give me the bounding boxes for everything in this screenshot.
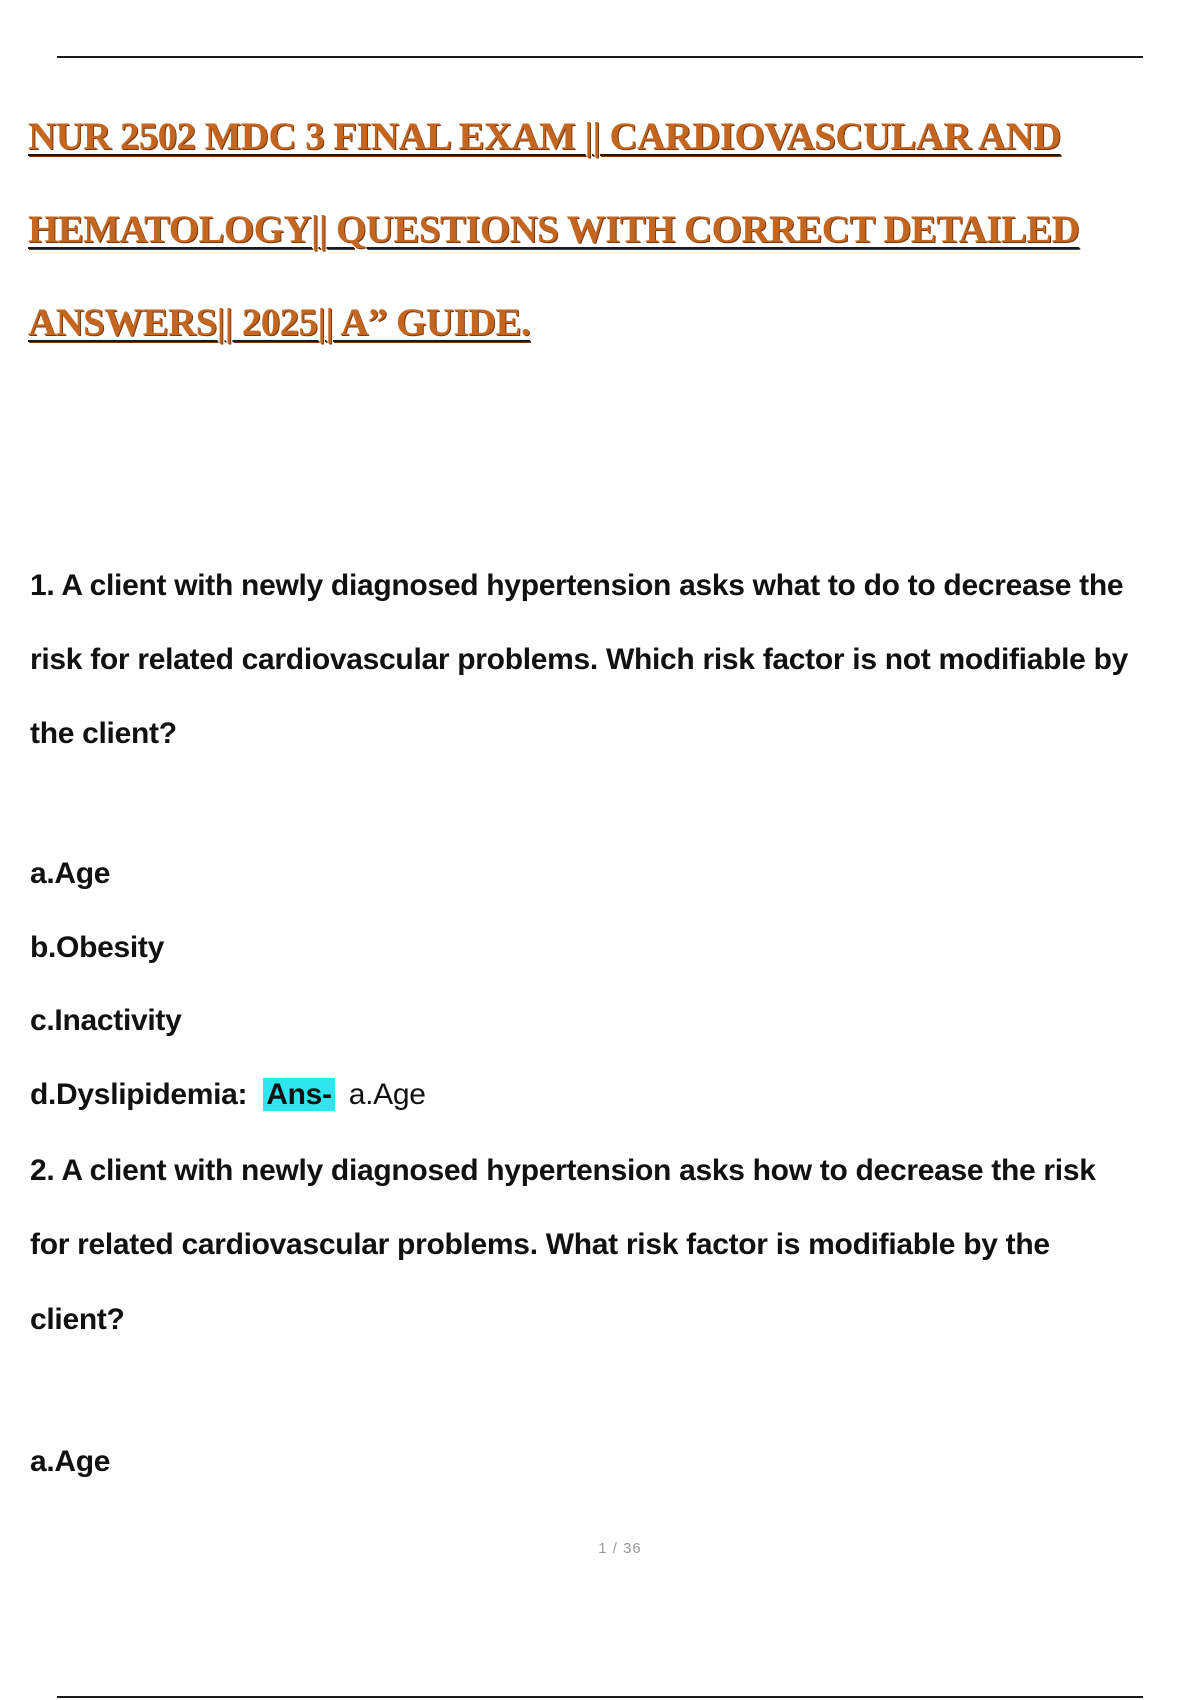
question-2-stem-line-1: 2. A client with newly diagnosed hypertension asks how to decrease the risk: [30, 1154, 1096, 1187]
title-line-3: ANSWERS|| 2025|| A” GUIDE.: [28, 301, 531, 344]
question-1-option-d: d.Dyslipidemia:: [30, 1078, 248, 1111]
top-rule: [57, 56, 1143, 58]
answer-label: Ans-: [263, 1078, 334, 1111]
question-1-stem-line-1: 1. A client with newly diagnosed hypertension asks what to do to decrease the: [30, 569, 1124, 602]
question-1-option-b: b.Obesity: [30, 931, 164, 964]
question-1-option-d-line: [30, 1077, 426, 1113]
title-line-1: NUR 2502 MDC 3 FINAL EXAM || CARDIOVASCULAR AND: [28, 115, 1061, 158]
question-1-stem-line-2: risk for related cardiovascular problems. Which risk factor is not modifiable by: [30, 643, 1128, 676]
question-2-stem-line-2: for related cardiovascular problems. What risk factor is modifiable by the: [30, 1228, 1050, 1261]
question-2-stem-line-3: client?: [30, 1303, 125, 1336]
question-1-option-c: c.Inactivity: [30, 1004, 182, 1037]
page-indicator: 1 / 36: [598, 1540, 642, 1557]
question-1-option-a: a.Age: [30, 857, 111, 890]
bottom-rule: [57, 1696, 1143, 1698]
answer-value: a.Age: [348, 1078, 426, 1111]
title-line-2: HEMATOLOGY|| QUESTIONS WITH CORRECT DETAILED: [28, 208, 1080, 251]
question-2-option-a: a.Age: [30, 1445, 111, 1478]
question-1-stem-line-3: the client?: [30, 717, 177, 750]
